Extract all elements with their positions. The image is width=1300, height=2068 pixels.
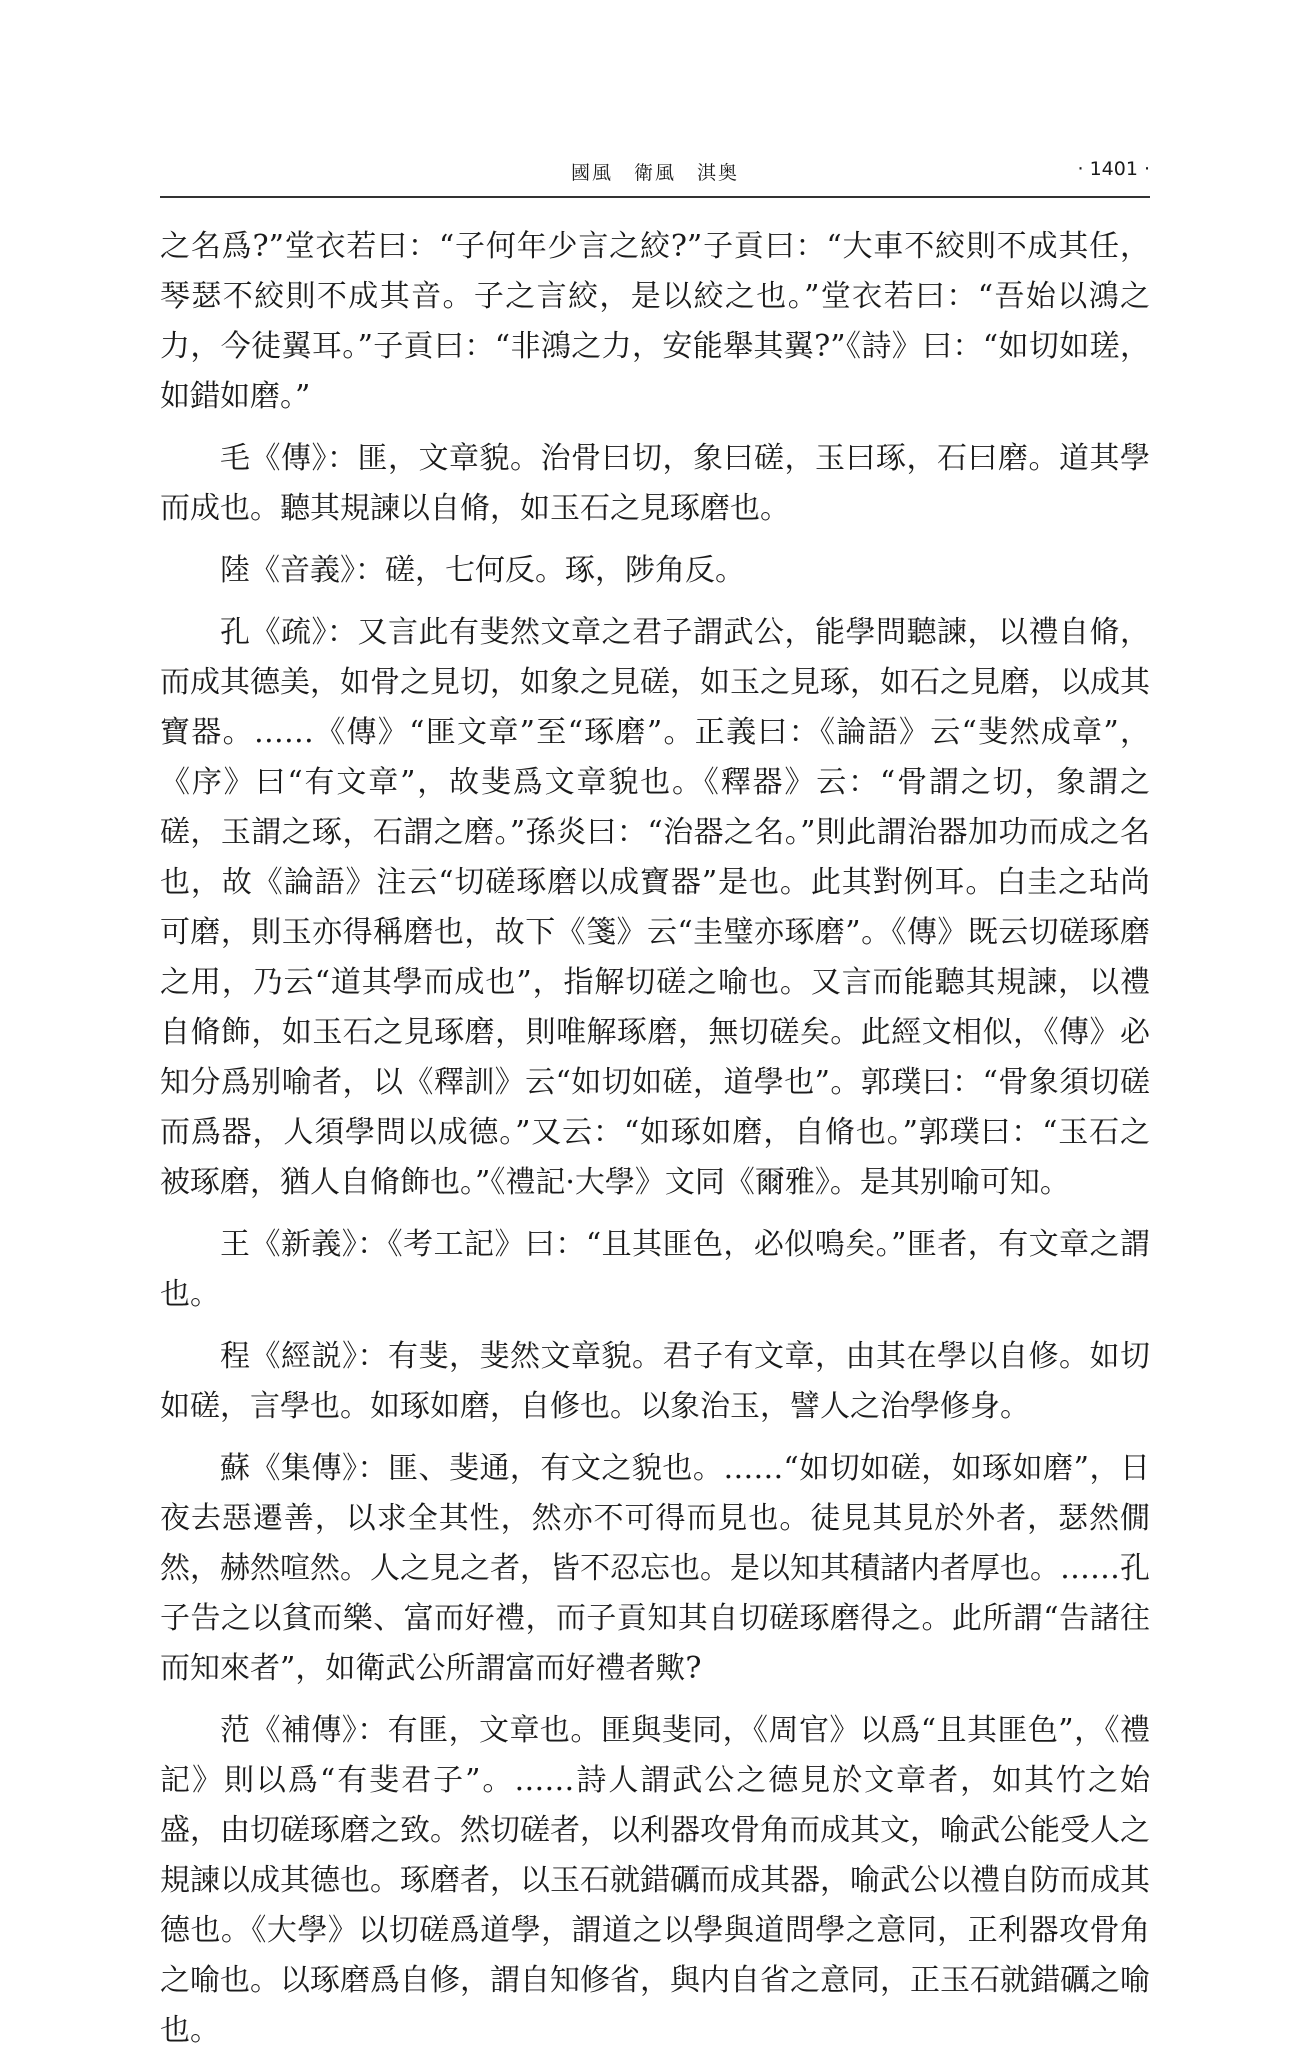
paragraph-wang-xinyi: 王《新義》：《考工記》曰：“且其匪色，必似鳴矣。”匪者，有文章之謂也。 <box>160 1227 1150 1312</box>
paragraph-su-jizhuan: 蘇《集傳》：匪、斐通，有文之貌也。……“如切如磋，如琢如磨”，日夜去惡遷善，以求全其性，然亦不可得而見也。徒見其見於外者，瑟然僩然，赫然喧然。人之見之者，皆不忍忘也。是以知其積諸内者厚也。……孔子告之以貧而樂、富而好禮，而子貢知其自切磋琢磨得之。此所謂“告諸往而知來者”，如衛武公所謂富而好禮者歟? <box>160 1451 1150 1686</box>
paragraph-mao-zhuan: 毛《傳》：匪，文章貌。治骨曰切，象曰磋，玉曰琢，石曰磨。道其學而成也。聽其規諫以自脩，如玉石之見琢磨也。 <box>160 441 1150 526</box>
paragraph-kong-shu: 孔《疏》：又言此有斐然文章之君子謂武公，能學問聽諫，以禮自脩，而成其德美，如骨之見切，如象之見磋，如玉之見琢，如石之見磨，以成其寶器。……《傳》“匪文章”至“琢磨”。正義曰：《論語》云“斐然成章”，《序》曰“有文章”，故斐爲文章貌也。《釋器》云：“骨謂之切，象謂之磋，玉謂之琢，石謂之磨。”孫炎曰：“治器之名。”則此謂治器加功而成之名也，故《論語》注云“切磋琢磨以成寶器”是也。此其對例耳。白圭之玷尚可磨，則玉亦得稱磨也，故下《箋》云“圭璧亦琢磨”。《傳》既云切磋琢磨之用，乃云“道其學而成也”，指解切磋之喻也。又言而能聽其規諫，以禮自脩飾，如玉石之見琢磨，則唯解琢磨，無切磋矣。此經文相似，《傳》必知分爲别喻者，以《釋訓》云“如切如磋，道學也”。郭璞曰：“骨象須切磋而爲器，人須學問以成德。”又云：“如琢如磨，自脩也。”郭璞曰：“玉石之被琢磨，猶人自脩飾也。”《禮記·大學》文同《爾雅》。是其别喻可知。 <box>160 615 1150 1200</box>
running-title: 國風 衛風 淇奥 <box>570 162 739 184</box>
page-body <box>160 222 1150 2068</box>
running-header <box>160 158 1150 192</box>
paragraph-continued: 之名爲?”堂衣若曰：“子何年少言之絞?”子貢曰：“大車不絞則不成其任，琴瑟不絞則不成其音。子之言絞，是以絞之也。”堂衣若曰：“吾始以鴻之力，今徒翼耳。”子貢曰：“非鴻之力，安能舉其翼?”《詩》曰：“如切如瑳，如錯如磨。” <box>160 229 1150 414</box>
header-rule <box>160 196 1150 198</box>
paragraph-cheng-jingshuo: 程《經説》：有斐，斐然文章貌。君子有文章，由其在學以自修。如切如磋，言學也。如琢如磨，自修也。以象治玉，譬人之治學修身。 <box>160 1339 1150 1424</box>
paragraph-fan-buzhuan: 范《補傳》：有匪，文章也。匪與斐同，《周官》以爲“且其匪色”，《禮記》則以爲“有斐君子”。……詩人謂武公之德見於文章者，如其竹之始盛，由切磋琢磨之致。然切磋者，以利器攻骨角而成其文，喻武公能受人之規諫以成其德也。琢磨者，以玉石就錯礪而成其器，喻武公以禮自防而成其德也。《大學》以切磋爲道學，謂道之以學與道問學之意同，正利器攻骨角之喻也。以琢磨爲自修，謂自知修省，與内自省之意同，正玉石就錯礪之喻也。 <box>160 1713 1150 2048</box>
page-number: · 1401 · <box>1077 158 1150 180</box>
paragraph-lu-yinyi: 陸《音義》：磋，七何反。琢，陟角反。 <box>220 553 745 588</box>
